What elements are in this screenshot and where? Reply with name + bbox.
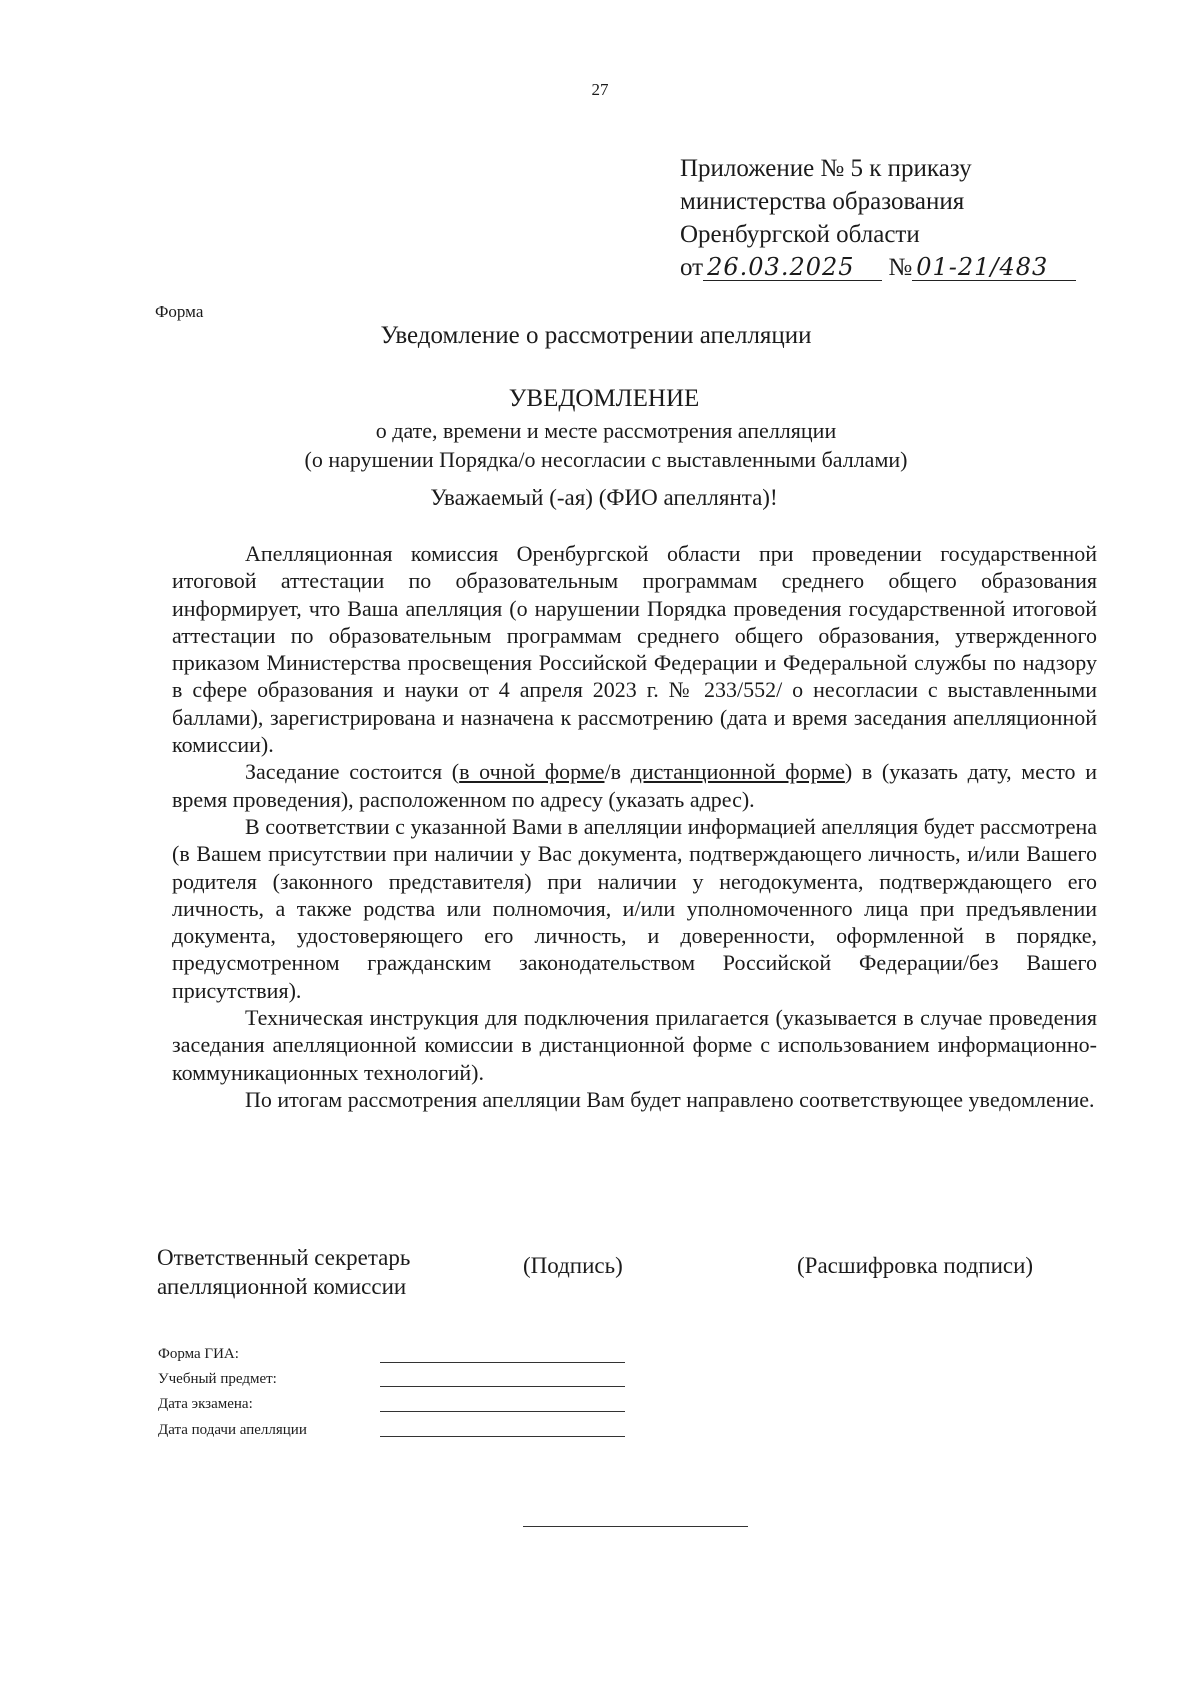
notice-subtitle: о дате, времени и месте рассмотрения апелляции [375, 418, 837, 443]
signatory-role [157, 1243, 410, 1301]
number-label: № [888, 254, 913, 281]
meta-blank-subject [380, 1386, 625, 1387]
notice-subtitle-options: (о нарушении Порядка/о несогласии с выставленными баллами) [304, 447, 908, 472]
handwritten-date: 26.03.2025 [703, 254, 882, 281]
end-divider [523, 1526, 748, 1527]
meta-blank-gia-form [380, 1362, 625, 1363]
body-paragraph-5: По итогам рассмотрения апелляции Вам будет направлено соответствующее уведомление. [245, 1086, 1095, 1112]
body-paragraph-3: В соответствии с указанной Вами в апелляции информацией апелляция будет рассмотрена (в Вашем присутствии при наличии у Вас документа, подтверждающего личность, и/или Вашего родителя (законного представителя) при наличии у негодокумента, подтверждающего его личность, а также родства или полномочия, и/или уполномоченного лица при предъявлении документа, удостоверяющего его личность, и доверенности, оформленной в порядке, предусмотренном гражданским законодательством Российской Федерации/без Вашего присутствия). [172, 813, 1097, 1003]
document-heading: Уведомление о рассмотрении апелляции [380, 322, 812, 349]
meta-blank-exam-date [380, 1411, 625, 1412]
signature-decode-placeholder: (Расшифровка подписи) [797, 1253, 1034, 1278]
signatory-role-line-1: Ответственный секретарь [157, 1245, 411, 1270]
form-label: Форма [155, 302, 204, 321]
appendix-order-line [680, 251, 1076, 284]
meta-blank-appeal-date [380, 1436, 625, 1437]
appendix-line-3: Оренбургской области [680, 221, 920, 248]
appendix-line-2: министерства образования [680, 188, 965, 215]
appendix-reference [680, 152, 1076, 284]
page-number: 27 [591, 80, 609, 99]
body-paragraph-4: Техническая инструкция для подключения прилагается (указывается в случае проведения заседания апелляционной комиссии в дистанционной форме с использованием информационно-коммуникационных технологий). [172, 1005, 1097, 1085]
meta-label-subject: Учебный предмет: [158, 1371, 277, 1387]
meta-label-appeal-date: Дата подачи апелляции [158, 1422, 307, 1438]
appendix-line-1: Приложение № 5 к приказу [680, 155, 972, 182]
signatory-role-line-2: апелляционной комиссии [157, 1274, 407, 1299]
from-label: от [680, 254, 704, 281]
option-remote: дистанционной форме [630, 759, 845, 785]
body-paragraph-1: Апелляционная комиссия Оренбургской области при проведении государственной итоговой аттестации по образовательным программам среднего общего образования информирует, что Ваша апелляция (о нарушении Порядка проведения государственной итоговой аттестации по образовательным программам среднего общего образования, утвержденного приказом Министерства просвещения Российской Федерации и Федеральной службы по надзору в сфере образования и науки от 4 апреля 2023 г. № 233/552/ о несогласии с выставленными баллами), зарегистрирована и назначена к рассмотрению (дата и время заседания апелляционной комиссии). [172, 541, 1097, 758]
meta-label-gia-form: Форма ГИА: [158, 1346, 239, 1362]
notice-title: УВЕДОМЛЕНИЕ [508, 385, 700, 412]
greeting: Уважаемый (-ая) (ФИО апеллянта)! [430, 485, 778, 510]
signature-placeholder: (Подпись) [523, 1253, 623, 1278]
option-in-person: в очной форме [459, 759, 605, 785]
meta-label-exam-date: Дата экзамена: [158, 1396, 253, 1412]
handwritten-number: 01-21/483 [912, 254, 1076, 281]
body-paragraph-2: Заседание состоится (в очной форме/в дистанционной форме) в (указать дату, место и время проведения), расположенном по адресу (указать адрес). [172, 759, 1097, 812]
notice-body [172, 540, 1097, 1113]
